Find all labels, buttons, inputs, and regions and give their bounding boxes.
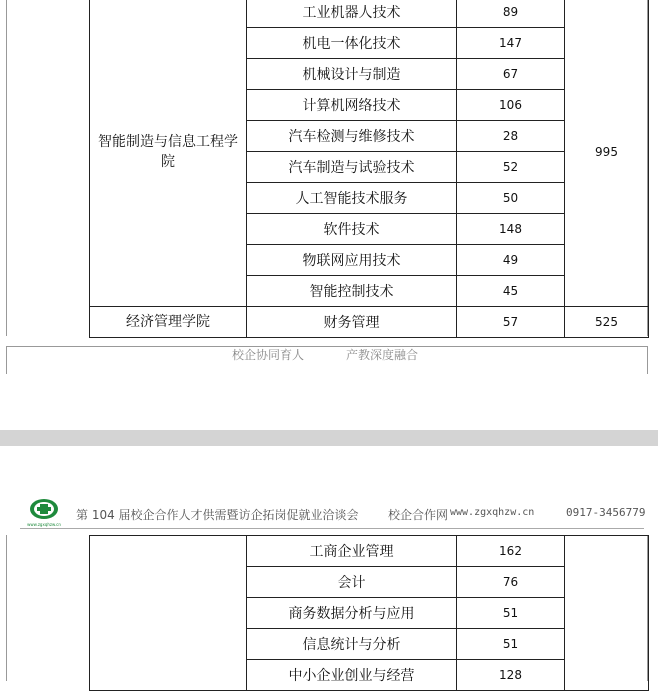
table-row	[90, 307, 649, 338]
count-cell: 51	[457, 598, 565, 629]
major-cell: 商务数据分析与应用	[247, 598, 457, 629]
major-cell: 会计	[247, 567, 457, 598]
count-cell: 45	[457, 276, 565, 307]
major-cell: 中小企业创业与经营	[247, 660, 457, 691]
count-cell: 57	[457, 307, 565, 338]
page-separator	[0, 430, 658, 446]
header-site-name: 校企合作网	[388, 508, 449, 522]
count-cell: 67	[457, 59, 565, 90]
major-cell: 机械设计与制造	[247, 59, 457, 90]
major-cell: 计算机网络技术	[247, 90, 457, 121]
footer-slogan-right: 产教深度融合	[346, 348, 419, 362]
header-phone: 0917-3456779	[566, 506, 646, 519]
major-cell: 智能控制技术	[247, 276, 457, 307]
logo-caption: www.zgxqhzw.cn	[27, 522, 61, 527]
college-total-cell: 525	[565, 307, 649, 338]
major-cell: 人工智能技术服务	[247, 183, 457, 214]
footer-slogan-left: 校企协同育人	[232, 348, 305, 362]
major-cell: 信息统计与分析	[247, 629, 457, 660]
header-title: 第 104 届校企合作人才供需暨访企拓岗促就业洽谈会	[76, 508, 359, 522]
enrollment-table-1	[89, 0, 649, 338]
major-cell: 物联网应用技术	[247, 245, 457, 276]
page-header	[0, 496, 658, 530]
major-cell: 汽车制造与试验技术	[247, 152, 457, 183]
page-footer	[0, 346, 658, 366]
count-cell: 128	[457, 660, 565, 691]
major-cell: 汽车检测与维修技术	[247, 121, 457, 152]
page2-margin-left	[6, 535, 7, 681]
major-cell: 软件技术	[247, 214, 457, 245]
major-cell: 工商企业管理	[247, 536, 457, 567]
major-cell: 财务管理	[247, 307, 457, 338]
count-cell: 49	[457, 245, 565, 276]
table-row	[90, 536, 649, 567]
count-cell: 52	[457, 152, 565, 183]
header-rule	[20, 528, 644, 529]
count-cell: 76	[457, 567, 565, 598]
org-logo	[24, 498, 64, 528]
count-cell: 51	[457, 629, 565, 660]
count-cell: 162	[457, 536, 565, 567]
count-cell: 147	[457, 28, 565, 59]
count-cell: 106	[457, 90, 565, 121]
count-cell: 89	[457, 0, 565, 28]
count-cell: 50	[457, 183, 565, 214]
college-total-cell	[565, 536, 649, 691]
logo-icon	[24, 498, 64, 528]
table-row	[90, 0, 649, 28]
header-url: www.zgxqhzw.cn	[450, 507, 535, 518]
college-total-cell: 995	[565, 0, 649, 307]
count-cell: 28	[457, 121, 565, 152]
college-name-cell	[90, 536, 247, 691]
enrollment-table-2	[89, 535, 649, 691]
page-margin-left	[6, 0, 7, 336]
college-name-cell: 智能制造与信息工程学院	[90, 0, 247, 307]
college-name-cell: 经济管理学院	[90, 307, 247, 338]
major-cell: 工业机器人技术	[247, 0, 457, 28]
major-cell: 机电一体化技术	[247, 28, 457, 59]
count-cell: 148	[457, 214, 565, 245]
